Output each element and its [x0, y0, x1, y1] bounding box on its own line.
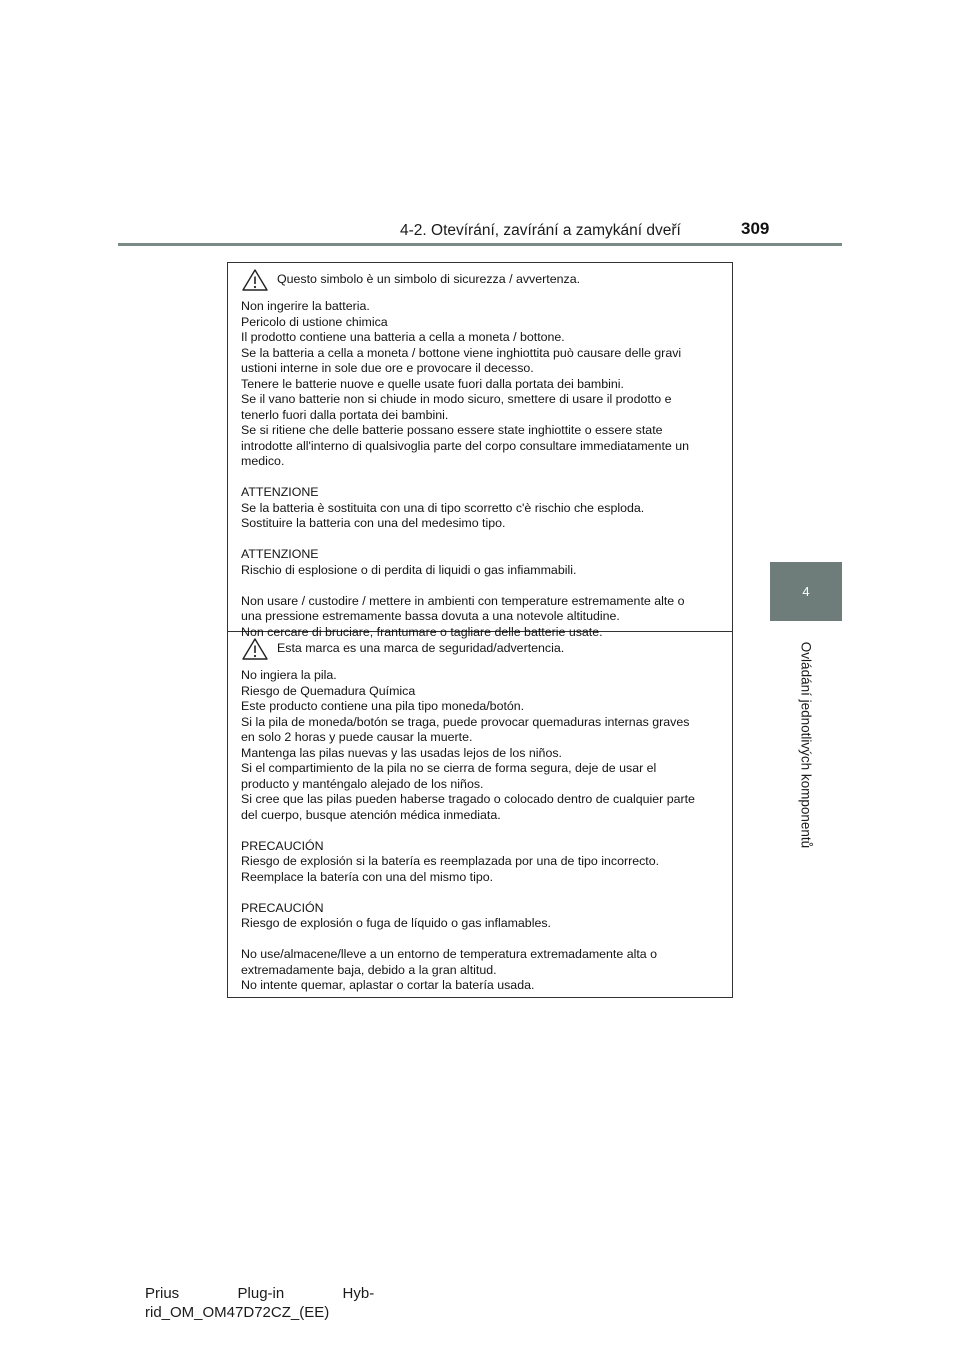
spanish-symbol-line: [241, 634, 718, 664]
warning-paragraph: [241, 947, 718, 994]
warning-text-line: Se la batteria è sostituita con una di tipo scorretto c'è rischio che esploda.: [241, 500, 645, 515]
warning-paragraph: [241, 839, 718, 886]
warning-text-line: Non ingerire la batteria.: [241, 299, 370, 313]
warning-paragraph: [241, 547, 718, 578]
warning-text-line: medico.: [241, 454, 285, 468]
warning-text-line: Sostituire la batteria con una del medesimo tipo.: [241, 516, 506, 530]
warning-paragraph: [241, 901, 718, 932]
chapter-number: 4: [802, 584, 810, 599]
warning-text-line: Tenere le batterie nuove e quelle usate fuori dalla portata dei bambini.: [241, 376, 624, 391]
warning-text-line: Reemplace la batería con una del mismo tipo.: [241, 869, 494, 884]
spanish-warning-section: [228, 632, 732, 997]
header-divider: [118, 243, 842, 246]
warning-text-line: una pressione estremamente bassa dovuta a una notevole altitudine.: [241, 609, 620, 623]
warning-triangle-icon: [241, 637, 269, 661]
page-number: 309: [741, 219, 770, 238]
section-title: 4-2. Otevírání, zavírání a zamykání dveří: [400, 222, 681, 239]
chapter-title: Ovládání jednotlivých komponentů: [798, 641, 814, 849]
warning-text-line: Mantenga las pilas nuevas y las usadas lejos de los niños.: [241, 745, 562, 760]
warning-text-line: ATTENZIONE: [241, 485, 319, 499]
warning-text-line: ATTENZIONE: [241, 547, 319, 561]
warning-text-line: extremadamente baja, debido a la gran altitud.: [241, 962, 497, 977]
warning-text-line: en solo 2 horas y puede causar la muerte.: [241, 730, 473, 744]
chapter-tab: [770, 562, 842, 621]
warning-text-line: PRECAUCIÓN: [241, 900, 324, 915]
warning-text-line: Riesgo de Quemadura Química: [241, 683, 416, 698]
warning-text-line: Pericolo di ustione chimica: [241, 314, 388, 329]
warning-text-line: Si el compartimiento de la pila no se cierra de forma segura, deje de usar el: [241, 761, 657, 775]
document-id-footer: [145, 1284, 374, 1322]
warning-text-line: Riesgo de explosión si la batería es reemplazada por una de tipo incorrecto.: [241, 854, 660, 868]
warning-paragraph: [241, 668, 718, 823]
warning-text-line: Este producto contiene una pila tipo moneda/botón.: [241, 699, 525, 713]
warning-text-line: ustioni interne in sole due ore e provocare il decesso.: [241, 361, 534, 375]
warning-text-line: Si la pila de moneda/botón se traga, puede provocar quemaduras internas graves: [241, 714, 690, 729]
italian-paragraphs: [241, 299, 718, 640]
warning-paragraph: [241, 485, 718, 532]
warning-text-line: Non cercare di bruciare, frantumare o tagliare delle batterie usate.: [241, 624, 603, 639]
warning-text-line: producto y manténgalo alejado de los niños.: [241, 776, 484, 791]
warning-text-line: No intente quemar, aplastar o cortar la batería usada.: [241, 978, 535, 992]
warning-text-line: Rischio di esplosione o di perdita di liquidi o gas infiammabili.: [241, 562, 577, 577]
warning-text-line: introdotte all'interno di qualsivoglia parte del corpo consultare immediatamente un: [241, 438, 689, 453]
italian-symbol-line: [241, 265, 718, 295]
warning-text-line: tenerlo fuori dalla portata dei bambini.: [241, 407, 449, 422]
warning-text-line: No ingiera la pila.: [241, 668, 337, 682]
italian-symbol-caption: Questo simbolo è un simbolo di sicurezza / avvertenza.: [277, 272, 581, 287]
spanish-symbol-caption: Esta marca es una marca de seguridad/advertencia.: [277, 641, 565, 656]
warning-text-line: Il prodotto contiene una batteria a cella a moneta / bottone.: [241, 330, 565, 344]
warning-text-line: Si cree que las pilas pueden haberse tragado o colocado dentro de cualquier parte: [241, 792, 695, 806]
italian-warning-section: [228, 263, 732, 639]
warning-text-line: Se il vano batterie non si chiude in modo sicuro, smettere di usare il prodotto e: [241, 392, 672, 406]
warning-triangle-icon: [241, 268, 269, 292]
footer-line-1: Prius Plug-in Hyb-: [145, 1285, 375, 1302]
warning-text-line: Riesgo de explosión o fuga de líquido o gas inflamables.: [241, 916, 551, 930]
warning-paragraph: [241, 299, 718, 470]
warning-text-line: Se la batteria a cella a moneta / bottone viene inghiottita può causare delle gravi: [241, 345, 682, 360]
spanish-paragraphs: [241, 668, 718, 994]
warning-text-line: Se si ritiene che delle batterie possano essere state inghiottite o essere state: [241, 423, 663, 437]
warning-text-line: PRECAUCIÓN: [241, 838, 324, 853]
warning-text-line: del cuerpo, busque atención médica inmediata.: [241, 807, 501, 822]
warning-text-line: Non usare / custodire / mettere in ambienti con temperature estremamente alte o: [241, 593, 685, 608]
warning-text-line: No use/almacene/lleve a un entorno de temperatura extremadamente alta o: [241, 947, 658, 961]
battery-warning-box: [227, 262, 733, 998]
footer-line-2: rid_OM_OM47D72CZ_(EE): [145, 1304, 330, 1321]
